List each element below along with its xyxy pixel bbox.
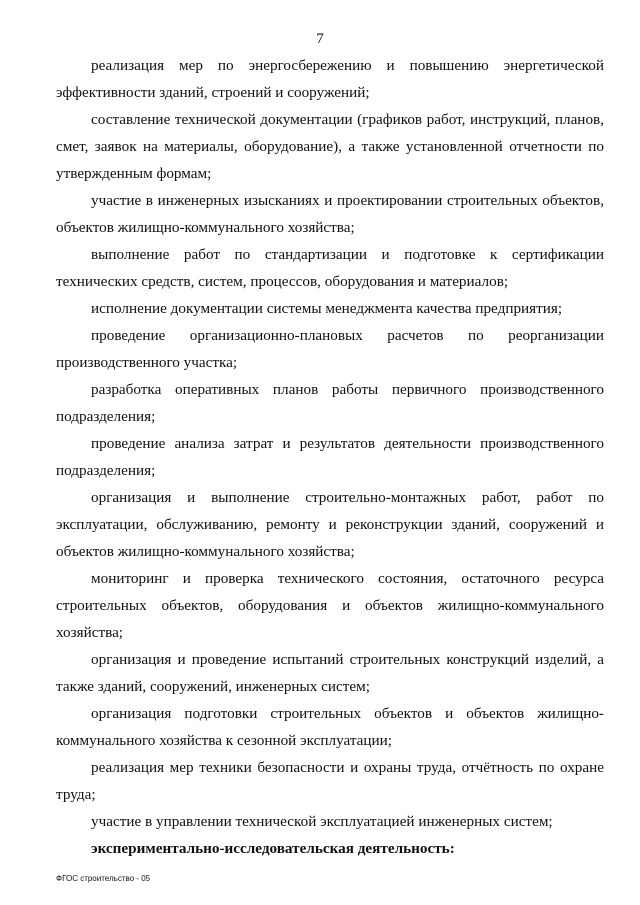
list-item: мониторинг и проверка технического состояния, остаточного ресурса строительных объектов, оборудования и объектов жилищно-коммунального хозяйства;: [56, 570, 604, 641]
list-item: выполнение работ по стандартизации и подготовке к сертификации технических средств, систем, процессов, оборудования и материалов;: [56, 246, 604, 290]
list-item: реализация мер по энергосбережению и повышению энергетической эффективности зданий, строений и сооружений;: [56, 57, 604, 101]
list-item: составление технической документации (графиков работ, инструкций, планов, смет, заявок на материалы, оборудование), а также установленной отчетности по утвержденным формам;: [56, 111, 604, 182]
list-item: проведение анализа затрат и результатов деятельности производственного подразделения;: [56, 435, 604, 479]
document-body: [56, 52, 604, 862]
list-item: разработка оперативных планов работы первичного производственного подразделения;: [56, 381, 604, 425]
list-item: участие в инженерных изысканиях и проектировании строительных объектов, объектов жилищно-коммунального хозяйства;: [56, 192, 604, 236]
list-item: участие в управлении технической эксплуатацией инженерных систем;: [91, 813, 553, 830]
footer-text: ФГОС строительство - 05: [56, 874, 151, 883]
list-item: реализация мер техники безопасности и охраны труда, отчётность по охране труда;: [56, 759, 604, 803]
list-item: проведение организационно-плановых расчетов по реорганизации производственного участка;: [56, 327, 604, 371]
page-number: 7: [316, 31, 324, 47]
list-item: организация и проведение испытаний строительных конструкций изделий, а также зданий, сооружений, инженерных систем;: [56, 651, 604, 695]
list-item: исполнение документации системы менеджмента качества предприятия;: [91, 300, 563, 317]
list-item: организация и выполнение строительно-монтажных работ, работ по эксплуатации, обслуживанию, ремонту и реконструкции зданий, сооружений и объектов жилищно-коммунального хозяйства;: [56, 489, 604, 560]
section-heading: экспериментально-исследовательская деятельность:: [91, 840, 455, 857]
list-item: организация подготовки строительных объектов и объектов жилищно-коммунального хозяйства к сезонной эксплуатации;: [56, 705, 604, 749]
